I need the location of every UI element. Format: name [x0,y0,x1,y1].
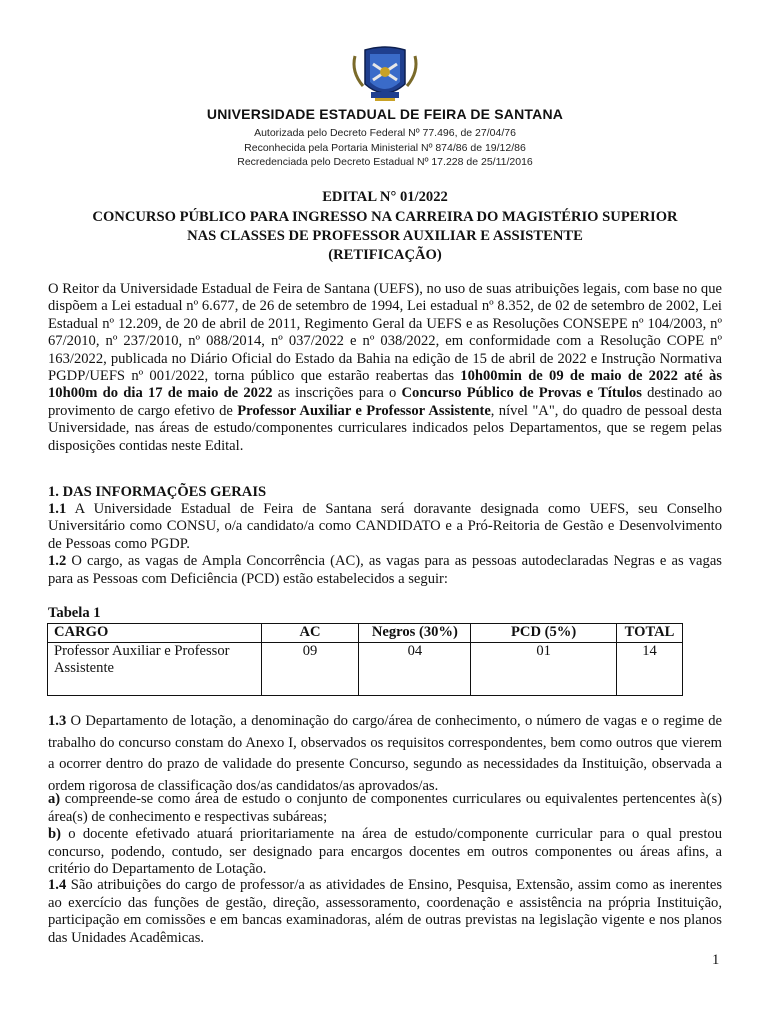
edital-title-line2: NAS CLASSES DE PROFESSOR AUXILIAR E ASSISTENTE [187,228,583,244]
table-header-row [48,624,683,643]
university-name: UNIVERSIDADE ESTADUAL DE FEIRA DE SANTANA [206,106,564,122]
header-ac: AC [261,624,359,643]
reaccreditation-line: Recredenciada pelo Decreto Estadual Nº 17.228 de 25/11/2016 [237,156,533,168]
item-1-1: 1.1 A Universidade Estadual de Feira de Santana será doravante designada como UEFS, seu Conselho Universitário como CONSU, o/a candidato/a como CANDIDATO e a Pró-Reitoria de Gestão e Desenvolvimento de Pessoas como PGDP. [48,501,722,552]
item-1-4: 1.4 São atribuições do cargo de professor/a as atividades de Ensino, Pesquisa, Extensão, assim como as inerentes ao exercício das funções de gestão, direção, assessoramento, coordenação e assistência na própria Instituição, participação em comissões e em bancas examinadoras, além de outras previstas na legislação vigente e nos planos das Unidades Acadêmicas. [48,877,722,946]
edital-number: EDITAL N° 01/2022 [322,189,448,205]
cell-cargo: Professor Auxiliar e Professor Assistente [48,642,262,695]
item-1-3-a: a) compreende-se como área de estudo o conjunto de componentes curriculares ou equivalentes pertencentes à(s) área(s) de conhecimento e respectivas subáreas; [48,791,722,825]
item-1-3-b: b) o docente efetivado atuará prioritariamente na área de estudo/componente curricular para o qual prestou concurso, podendo, contudo, ser designado para encargos docentes em outros componentes ou áreas afins, a critério do Departamento de Lotação. [48,826,722,877]
recognition-line: Reconhecida pela Portaria Ministerial Nº 874/86 de 19/12/86 [244,142,526,154]
table-1-label: Tabela 1 [48,605,101,621]
page-number: 1 [712,952,720,968]
header-negros: Negros (30%) [359,624,471,643]
item-1-2: 1.2 O cargo, as vagas de Ampla Concorrência (AC), as vagas para as pessoas autodeclaradas Negras e as vagas para as Pessoas com Deficiência (PCD) estão estabelecidos a seguir: [48,553,722,587]
item-1-3: 1.3 O Departamento de lotação, a denominação do cargo/área de conhecimento, o número de vagas e o regime de trabalho do concurso constam do Anexo I, observados os requisitos correspondentes, bem como outros que vierem a ocorrer dentro do prazo de validade do presente Concurso, segundo as necessidades da Instituição, observada a ordem rigorosa de classificação dos/as candidatos/as aprovados/as. [48,713,722,794]
edital-title-line1: CONCURSO PÚBLICO PARA INGRESSO NA CARREIRA DO MAGISTÉRIO SUPERIOR [92,209,678,225]
header-pcd: PCD (5%) [471,624,617,643]
header-total: TOTAL [617,624,683,643]
cell-total: 14 [617,642,683,695]
cell-negros: 04 [359,642,471,695]
header-cargo: CARGO [48,624,262,643]
authorization-line: Autorizada pelo Decreto Federal Nº 77.496, de 27/04/76 [254,127,516,139]
cell-ac: 09 [261,642,359,695]
table-1 [47,623,683,696]
intro-paragraph: O Reitor da Universidade Estadual de Feira de Santana (UEFS), no uso de suas atribuições legais, com base no que dispõem a Lei estadual nº 6.677, de 26 de setembro de 1994, Lei estadual nº 8.352, de 02 de setembro de 2002, Lei Estadual nº 12.209, de 20 de abril de 2011, Regimento Geral da UEFS e as Resoluções CONSEPE nº 104/2003, nº 67/2010, nº 237/2010, nº 088/2014, nº 037/2022 e nº 038/2022, em conformidade com a Resolução COPE nº 163/2022, publicada no Diário Oficial do Estado da Bahia na edição de 15 de abril de 2022 e Instrução Normativa PGDP/UEFS nº 001/2022, torna público que estarão reabertas das 10h00min de 09 de maio de 2022 até às 10h00m do dia 17 de maio de 2022 as inscrições para o Concurso Público de Provas e Títulos destinado ao provimento de cargo efetivo de Professor Auxiliar e Professor Assistente, nível "A", do quadro de pessoal desta Universidade, nas áreas de estudo/componentes curriculares indicados pelos Departamentos, que se regem pelas disposições contidas neste Edital. [48,281,723,454]
edital-rectification: (RETIFICAÇÃO) [328,247,442,263]
table-row [48,642,683,695]
uefs-logo [345,42,425,108]
cell-pcd: 01 [471,642,617,695]
section-1-title: 1. DAS INFORMAÇÕES GERAIS [48,484,267,500]
